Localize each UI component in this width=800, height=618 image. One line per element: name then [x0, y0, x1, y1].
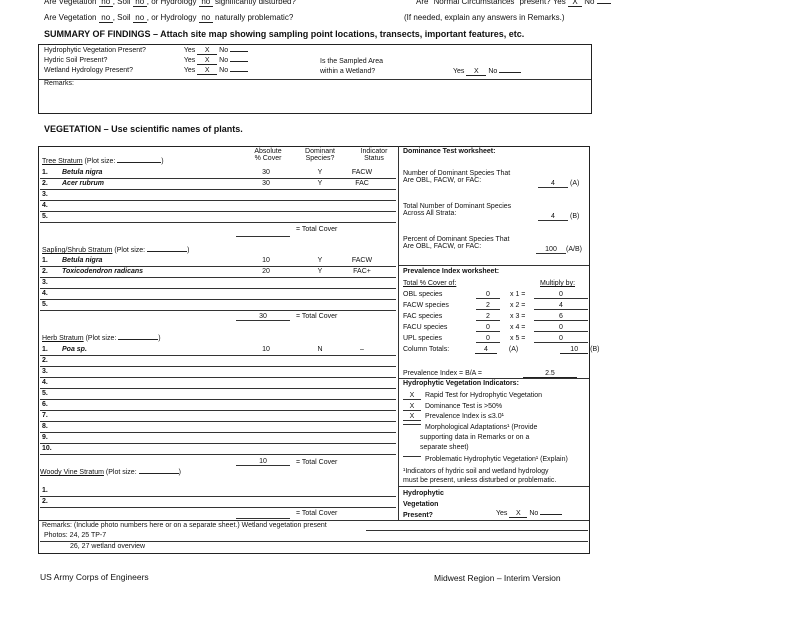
- tree-total-label: = Total Cover: [296, 226, 338, 233]
- row-line: [40, 507, 396, 508]
- row-number: 4.: [42, 379, 48, 386]
- label: naturally problematic?: [215, 13, 294, 22]
- veg-present-yes[interactable]: X: [197, 47, 217, 55]
- indicator-checkbox[interactable]: X: [403, 392, 421, 400]
- indicator-text: Rapid Test for Hydrophytic Vegetation: [425, 392, 542, 399]
- prevalence-index-field[interactable]: 2.5: [523, 370, 577, 378]
- col-absolute: [248, 148, 288, 162]
- label: Indicator: [360, 148, 388, 155]
- label: Absolute: [254, 148, 282, 155]
- col-dominant: [298, 148, 342, 162]
- top-line-1: [44, 0, 296, 7]
- label: Hydrophytic Vegetation Present?: [44, 47, 146, 54]
- tag-b: (B): [570, 213, 580, 220]
- cover-field[interactable]: 10: [262, 257, 270, 264]
- indicator-field[interactable]: FAC+: [353, 268, 371, 275]
- row-line: [40, 222, 396, 223]
- dominance-q2: [403, 203, 511, 217]
- sapling-plot-size-field[interactable]: [147, 251, 187, 252]
- multiplier: x 5 =: [510, 335, 526, 342]
- indicator-text: Dominance Test is >50%: [425, 403, 503, 410]
- label: Across All Strata:: [403, 210, 457, 217]
- divider: [38, 520, 589, 521]
- label: No: [584, 0, 595, 6]
- sample-area-answer: [453, 68, 521, 76]
- label: Sapling/Shrub Stratum: [42, 247, 113, 254]
- multiplier: x 1 =: [510, 291, 526, 298]
- cover-total-field[interactable]: 0: [476, 335, 500, 343]
- prevalence-col2: Multiply by:: [540, 280, 576, 287]
- hydrophytic-present: [403, 488, 444, 521]
- row-number: 5.: [42, 213, 48, 220]
- veg-present-no[interactable]: [230, 51, 248, 52]
- normal-circumstances: [416, 0, 611, 7]
- label: (A): [508, 346, 519, 353]
- row-line: [40, 189, 396, 190]
- divider: [398, 378, 589, 379]
- row-number: 2.: [42, 268, 48, 275]
- row-number: 3.: [42, 368, 48, 375]
- label: , Soil: [112, 0, 131, 6]
- cover-field[interactable]: 10: [262, 346, 270, 353]
- row-line: [40, 377, 396, 378]
- row-number: 5.: [42, 390, 48, 397]
- label: (Plot size:: [105, 469, 137, 476]
- label: Are "Normal Circumstances" present? Yes: [416, 0, 566, 6]
- row-line: [40, 399, 396, 400]
- total-line: [236, 236, 290, 237]
- herb-total-label: = Total Cover: [296, 459, 338, 466]
- indicator-field[interactable]: FACW: [351, 257, 373, 264]
- summary-row-soil: [44, 57, 248, 65]
- row-number: 2.: [42, 357, 48, 364]
- prevalence-index: [403, 370, 577, 378]
- label: Status: [364, 155, 384, 162]
- multiplier: x 3 =: [510, 313, 526, 320]
- label: No: [219, 67, 229, 74]
- row-line: [40, 178, 396, 179]
- row-number: 6.: [42, 401, 48, 408]
- species-name-field[interactable]: Betula nigra: [62, 257, 103, 264]
- total-a-field[interactable]: 4: [475, 346, 497, 354]
- sapling-stratum-label: Sapling/Shrub Stratum (Plot size: ): [42, 247, 190, 254]
- row-line: [40, 310, 396, 311]
- species-class: FACW species: [403, 302, 449, 309]
- soil-present-no[interactable]: [230, 61, 248, 62]
- label: Yes: [453, 68, 465, 75]
- hydro-present-no[interactable]: [230, 71, 248, 72]
- label: significantly disturbed?: [215, 0, 296, 6]
- row-line: [40, 496, 396, 497]
- species-class: FACU species: [403, 324, 448, 331]
- label: Yes: [183, 57, 196, 64]
- cover-total-field[interactable]: 2: [476, 302, 500, 310]
- label: No: [529, 510, 539, 517]
- total-line: [236, 518, 290, 519]
- indicator-field[interactable]: –: [360, 346, 364, 353]
- cover-total-field[interactable]: 0: [476, 324, 500, 332]
- label: No: [488, 68, 498, 75]
- row-number: 8.: [42, 423, 48, 430]
- label: Tree Stratum: [42, 158, 83, 165]
- indicator-text: Problematic Hydrophytic Vegetation¹ (Explain): [425, 456, 568, 463]
- label: Are Vegetation: [44, 0, 97, 6]
- label: Yes: [183, 67, 196, 74]
- product-field[interactable]: 0: [534, 291, 588, 299]
- product-field[interactable]: 6: [534, 313, 588, 321]
- row-number: 4.: [42, 202, 48, 209]
- prevalence-col1: Total % Cover of:: [403, 280, 457, 287]
- species-name-field[interactable]: Poa sp.: [62, 346, 87, 353]
- footer-right: Midwest Region – Interim Version: [434, 573, 561, 583]
- species-class: UPL species: [403, 335, 443, 342]
- label: Dominant: [305, 148, 335, 155]
- divider: [366, 530, 588, 531]
- species-name-field[interactable]: Toxicodendron radicans: [62, 268, 144, 275]
- label: , Soil: [112, 13, 131, 22]
- row-line: [40, 388, 396, 389]
- row-number: 3.: [42, 191, 48, 198]
- sample-area-no[interactable]: [499, 72, 521, 73]
- row-number: 1.: [42, 487, 48, 494]
- sapling-total-label: = Total Cover: [296, 313, 338, 320]
- vegetation-problematic-field[interactable]: no: [99, 13, 113, 23]
- dominance-q1: [403, 170, 510, 184]
- tree-plot-size-field[interactable]: [117, 162, 161, 163]
- photos-line-1: Photos: 24, 25 TP-7: [44, 532, 107, 539]
- label: (B): [590, 346, 600, 353]
- divider: [38, 79, 591, 80]
- label: , or Hydrology: [146, 13, 197, 22]
- indicator-text: Morphological Adaptations¹ (Provide: [425, 424, 538, 431]
- label: (Plot size:: [85, 335, 117, 342]
- veg-remarks: Remarks: (Include photo numbers here or on a separate sheet.) Wetland vegetation present: [42, 522, 327, 529]
- tag-a: (A): [570, 180, 580, 187]
- col-indicator: [352, 148, 396, 162]
- footer-left: US Army Corps of Engineers: [40, 572, 149, 582]
- row-number: 2.: [42, 180, 48, 187]
- product-field[interactable]: 0: [534, 324, 588, 332]
- row-number: 4.: [42, 290, 48, 297]
- summary-remarks-label: Remarks:: [44, 80, 74, 87]
- cover-field[interactable]: 30: [262, 180, 270, 187]
- tree-stratum-label: Tree Stratum (Plot size: ): [42, 158, 164, 165]
- label: Yes: [183, 47, 196, 54]
- summary-heading: SUMMARY OF FINDINGS – Attach site map showing sampling point locations, transects, important features, etc.: [44, 29, 525, 39]
- label: Present?: [403, 512, 433, 519]
- label: Column Totals:: [403, 346, 450, 353]
- row-line: [40, 299, 396, 300]
- column-totals: [403, 346, 600, 354]
- label: , or Hydrology: [146, 0, 197, 6]
- species-name-field[interactable]: Betula nigra: [62, 169, 103, 176]
- species-name-field[interactable]: Acer rubrum: [62, 180, 105, 187]
- row-number: 2.: [42, 498, 48, 505]
- label: Wetland Hydrology Present?: [44, 67, 133, 74]
- soil-problematic-field[interactable]: no: [133, 13, 147, 23]
- label: (Plot size:: [84, 158, 116, 165]
- cover-field[interactable]: 20: [262, 268, 270, 275]
- soil-disturbed-field[interactable]: no: [133, 0, 147, 7]
- sample-area-q2: within a Wetland?: [320, 68, 376, 75]
- footnote-2: must be present, unless disturbed or problematic.: [403, 477, 557, 484]
- label: Prevalence Index = B/A =: [403, 370, 482, 377]
- divider: [398, 146, 399, 521]
- label: (Plot size:: [114, 247, 146, 254]
- species-class: OBL species: [403, 291, 443, 298]
- sample-area-q1: Is the Sampled Area: [320, 58, 384, 65]
- row-line: [40, 432, 396, 433]
- tag-ab: (A/B): [566, 246, 582, 253]
- hydrophytic-yes[interactable]: X: [509, 510, 527, 518]
- indicator-field[interactable]: FACW: [351, 169, 373, 176]
- product-field[interactable]: 4: [534, 302, 588, 310]
- label: Are OBL, FACW, or FAC:: [403, 243, 482, 250]
- label: Species?: [305, 155, 335, 162]
- cover-total-field[interactable]: 0: [476, 291, 500, 299]
- herb-total-value: 10: [236, 458, 290, 466]
- dominant-field[interactable]: Y: [317, 180, 323, 187]
- row-line: [40, 266, 396, 267]
- row-line: [40, 200, 396, 201]
- dominance-q3: [403, 236, 509, 250]
- sample-area-yes[interactable]: X: [466, 68, 486, 76]
- dominant-field[interactable]: Y: [317, 169, 323, 176]
- photos-line-2: 26, 27 wetland overview: [70, 543, 146, 550]
- species-class: FAC species: [403, 313, 443, 320]
- normal-yes-field[interactable]: X: [568, 0, 582, 7]
- dominance-heading: Dominance Test worksheet:: [403, 148, 496, 155]
- dominant-field[interactable]: Y: [317, 257, 323, 264]
- row-line: [40, 443, 396, 444]
- row-number: 10.: [42, 445, 52, 452]
- dominance-q1-value[interactable]: 4: [538, 180, 568, 188]
- cover-total-field[interactable]: 2: [476, 313, 500, 321]
- row-number: 1.: [42, 169, 48, 176]
- prevalence-heading: Prevalence Index worksheet:: [403, 268, 500, 275]
- indicator-checkbox[interactable]: X: [403, 413, 421, 421]
- indicator-field[interactable]: FAC: [355, 180, 369, 187]
- row-line: [40, 277, 396, 278]
- footnote-1: ¹Indicators of hydric soil and wetland hydrology: [403, 468, 549, 475]
- hydrology-problematic-field[interactable]: no: [199, 13, 213, 23]
- dominance-q2-value[interactable]: 4: [538, 213, 568, 221]
- cover-field[interactable]: 30: [262, 169, 270, 176]
- row-number: 3.: [42, 279, 48, 286]
- hydrophytic-answer: [496, 510, 562, 518]
- product-field[interactable]: 0: [534, 335, 588, 343]
- divider: [398, 486, 589, 487]
- label: Vegetation: [403, 501, 439, 508]
- row-line: [40, 211, 396, 212]
- woody-plot-size-field[interactable]: [139, 473, 179, 474]
- summary-row-hydro: [44, 67, 248, 75]
- multiplier: x 4 =: [510, 324, 526, 331]
- dominant-field[interactable]: Y: [317, 268, 323, 275]
- row-line: [40, 421, 396, 422]
- vegetation-heading: VEGETATION – Use scientific names of plants.: [44, 124, 243, 134]
- label: No: [219, 47, 229, 54]
- divider: [398, 265, 589, 266]
- row-line: [40, 410, 396, 411]
- hydrophytic-no[interactable]: [540, 514, 562, 515]
- row-number: 1.: [42, 257, 48, 264]
- multiplier: x 2 =: [510, 302, 526, 309]
- top-line-2: [44, 13, 293, 23]
- label: Woody Vine Stratum: [40, 469, 104, 476]
- hydro-present-yes[interactable]: X: [197, 67, 217, 75]
- herb-stratum-label: Herb Stratum (Plot size: ): [42, 335, 161, 342]
- label: No: [219, 57, 229, 64]
- vegetation-disturbed-field[interactable]: no: [99, 0, 113, 7]
- indicator-checkbox[interactable]: [403, 424, 421, 425]
- soil-present-yes[interactable]: X: [197, 57, 217, 65]
- sapling-total-value: 30: [236, 313, 290, 321]
- indicator-text: Prevalence Index is ≤3.0¹: [425, 413, 504, 420]
- divider: [40, 541, 588, 542]
- dominance-q3-value[interactable]: 100: [536, 246, 566, 254]
- row-line: [40, 366, 396, 367]
- total-b-field[interactable]: 10: [560, 346, 588, 354]
- indicators-heading: Hydrophytic Vegetation Indicators:: [403, 380, 519, 387]
- normal-no-field[interactable]: [597, 3, 611, 4]
- row-number: 5.: [42, 301, 48, 308]
- label: Total Number of Dominant Species: [403, 203, 512, 210]
- morph-line-2: supporting data in Remarks or on a: [420, 434, 530, 441]
- label: Hydric Soil Present?: [44, 57, 108, 64]
- row-number: 7.: [42, 412, 48, 419]
- label: Number of Dominant Species That: [403, 170, 511, 177]
- summary-row-veg: [44, 47, 248, 55]
- row-number: 9.: [42, 434, 48, 441]
- herb-plot-size-field[interactable]: [118, 339, 158, 340]
- label: Are OBL, FACW, or FAC:: [403, 177, 482, 184]
- morph-line-3: separate sheet): [420, 444, 469, 451]
- label: Hydrophytic: [403, 490, 444, 497]
- dominant-field[interactable]: N: [317, 346, 323, 353]
- label: % Cover: [254, 155, 282, 162]
- label: Yes: [496, 510, 508, 517]
- remarks-note: (If needed, explain any answers in Remarks.): [404, 13, 565, 22]
- indicator-checkbox[interactable]: [403, 456, 421, 457]
- woody-stratum-label: Woody Vine Stratum (Plot size: ): [40, 469, 181, 476]
- label: Percent of Dominant Species That: [403, 236, 510, 243]
- row-number: 1.: [42, 346, 48, 353]
- label: Are Vegetation: [44, 13, 97, 22]
- row-line: [40, 355, 396, 356]
- hydrology-disturbed-field[interactable]: no: [199, 0, 213, 7]
- label: Herb Stratum: [42, 335, 84, 342]
- row-line: [40, 454, 396, 455]
- row-line: [40, 288, 396, 289]
- indicator-checkbox[interactable]: X: [403, 403, 421, 411]
- woody-total-label: = Total Cover: [296, 510, 338, 517]
